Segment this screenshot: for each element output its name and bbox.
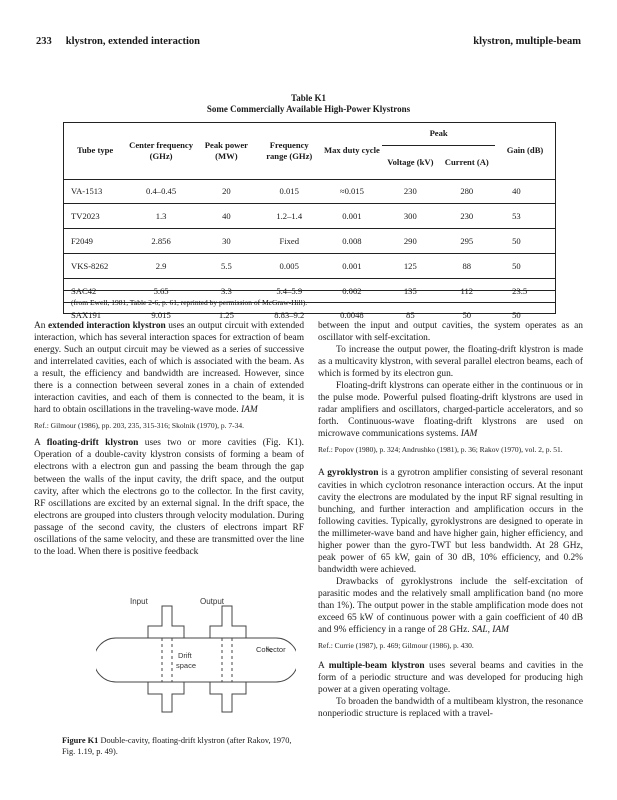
label-space: space [176,661,197,670]
cell-gain: 40 [495,179,555,204]
cell-tube: TV2023 [64,204,126,229]
th-max-duty: Max duty cycle [323,145,380,156]
label-input: Input [130,597,148,606]
cell-freq: 5.65 [126,278,196,303]
paragraph-drawbacks [318,576,583,636]
page-number: 233 [36,36,52,47]
cell-duty: 0.0048 [322,303,383,327]
paragraph-text: Drawbacks of gyroklystrons include the self-excitation of parasitic modes and the relatively small amplification band (no more than 1%). The output power in the stable amplification mode does not exceed 65 kW of continuous power with a gain coefficient of 40 dB and 9% efficiency in a range of 28 GHz. [318,576,583,636]
cell-gain: 53 [495,204,555,229]
table-row [64,179,555,204]
paragraph-text: Floating-drift klystrons can operate either in the continuous or in the pulse mode. Powerful pulsed floating-drift klystrons are used in radar amplifiers and oscillators, charged-particle accelerators, and so forth. Continuous-wave floating-drift klystrons are used on microwave communications systems. [318,381,583,440]
cell-tube: VA-1513 [64,179,126,204]
author-initials: IAM [240,405,258,416]
label-collector: Collector [256,645,286,654]
right-column [318,320,583,720]
left-column [34,320,304,558]
cell-power: 1.25 [196,303,257,327]
term-gyroklystron: gyroklystron [327,468,379,479]
cell-freq: 9.015 [126,303,196,327]
paragraph-gyroklystron [318,467,583,575]
table-note: (from Ewell, 1981, Table 2-6, p. 61, reprinted by permission of McGraw-Hill). [71,298,308,307]
cell-current: 230 [438,204,495,229]
output-cavity-top [210,606,246,638]
klystron-table [64,123,555,327]
paragraph-text: is a gyrotron amplifier consisting of several resonant cavities in which cyclotron resonance interaction occurs. At the input cavity the electrons are modulated by the input RF signal resulting in bunching, and further interaction and amplification occurs in the following cavities. Typically, gyroklystrons are designed to operate in the millimeter-wave band and have higher gain, higher efficiency, and higher power than the gyro-TWT but less bandwidth. At 28 GHz, peak power of 65 kW, gain of 30 dB, 10% efficiency, and 0.2% bandwidth were achieved. [318,468,583,575]
cell-tube: SAC42 [64,278,126,303]
klystron-diagram [96,596,296,724]
cell-gain: 50 [495,253,555,278]
reference: Ref.: Currie (1987), p. 469; Gilmour (1986), p. 430. [318,641,474,651]
reference-text: Ref.: Popov (1980), p. 324; Andrushko (1981), p. 36; Rakov (1970), vol. 2, p. 51. [318,445,563,455]
cell-voltage: 85 [382,303,438,327]
cell-range: 1.2–1.4 [257,204,322,229]
lead-word: A [318,468,325,479]
table-label: Table K1 [291,93,326,103]
cell-range: Fixed [257,229,322,254]
cell-power: 5.5 [196,253,257,278]
table-box [63,122,556,321]
figure-label: Figure K1 [62,736,99,745]
th-gain: Gain (dB) [506,145,544,156]
paragraph-continued: between the input and output cavities, the system operates as an oscillator with self-excitation. [318,321,583,344]
th-center-frequency: Center frequency (GHz) [129,139,194,161]
cell-freq: 1.3 [126,204,196,229]
table-row [64,253,555,278]
th-peak: Peak [382,123,495,145]
cell-duty: 0.002 [322,278,383,303]
th-tube-type: Tube type [77,145,114,156]
term-floating-drift-klystron: floating-drift klystron [46,438,139,449]
cell-voltage: 300 [382,204,438,229]
cell-gain: 50 [495,229,555,254]
input-cavity-top [148,606,184,638]
table-caption [0,93,617,115]
reference [318,445,583,455]
paragraph-multiple-beam [318,660,583,696]
cell-current: 112 [438,278,495,303]
header-right-title: klystron, multiple-beam [473,36,581,47]
label-drift: Drift [178,651,192,660]
lead-word: An [34,321,46,331]
reference: Ref.: Gilmour (1986), pp. 203, 235, 315-316; Skolnik (1970), p. 7-34. [34,421,244,431]
term-multiple-beam-klystron: multiple-beam klystron [328,661,425,672]
output-cavity-bottom [210,682,246,712]
cell-voltage: 135 [382,278,438,303]
table-row [64,204,555,229]
cell-range: 8.83–9.2 [257,303,322,327]
figure-caption-text: Double-cavity, floating-drift klystron (after Rakov, 1970, Fig. 1.19, p. 49). [62,736,292,756]
paragraph-floating-drift [34,437,304,557]
th-voltage: Voltage (kV) [387,156,434,167]
cell-duty: ≈0.015 [322,179,383,204]
cell-tube: VKS-8262 [64,253,126,278]
cell-voltage: 290 [382,229,438,254]
cell-current: 88 [438,253,495,278]
paragraph-text: uses several beams and cavities in the form of a periodic structure and was developed for producing high power at a given operating voltage. [318,661,584,696]
table-title: Some Commercially Available High-Power Klystrons [206,104,411,114]
cell-tube: SAX191 [64,303,126,327]
term-extended-interaction-klystron: extended interaction klystron [47,321,166,331]
cell-freq: 2.856 [126,229,196,254]
paragraph-text: uses an output circuit with extended interaction, which has several interaction spaces for extraction of beam energy. Such an output circuit may be viewed as a series of successive and interrelated cavities, each of which is associated with the beam. As a result, the efficiency and bandwidth are increased. However, since there is a connection between several zones in a chain of extended interaction cavities, and each of them is connected to the beam, it is hard to obtain oscillations in the traveling-wave mode. [34,321,305,416]
cell-freq: 2.9 [126,253,196,278]
cell-voltage: 125 [382,253,438,278]
cell-freq: 0.4–0.45 [126,179,196,204]
header-left [36,36,200,47]
cell-current: 280 [438,179,495,204]
paragraph-operation [318,380,583,440]
paragraph-text: uses two or more cavities (Fig. K1). Operation of a double-cavity klystron consists of forming a beam of electrons with a electron gun and passing the beam through the gap between the walls of the input cavity, the drift space, and the output cavity, after which the electrons go to the collector. In the first cavity, RF oscillations are excited by an external signal. In the drift space, the electrons are grouped into clusters through velocity modulation. During passage of the second cavity, the clusters of electrons impart RF oscillations of the same velocity, and these are transmitted over the line to the load. When there is positive feedback [34,438,305,557]
th-current: Current (A) [444,156,489,167]
cell-duty: 0.001 [322,253,383,278]
cell-power: 20 [196,179,257,204]
paragraph-multicavity: To increase the output power, the floating-drift klystron is made as a multicavity klystron, with several parallel electron beams, each of which is formed by its electron gun. [318,345,583,380]
cell-range: 5.4–5.9 [257,278,322,303]
th-frequency-range: Frequency range (GHz) [266,139,313,161]
author-initials: IAM [460,429,478,440]
cell-duty: 0.008 [322,229,383,254]
cell-power: 3.3 [196,278,257,303]
input-cavity-bottom [148,682,184,712]
running-header [36,36,581,50]
cell-gain: 23.5 [495,278,555,303]
cell-duty: 0.001 [322,204,383,229]
lead-word: A [318,661,325,672]
paragraph-extended-interaction [34,320,304,416]
cell-current: 50 [438,303,495,327]
paragraph-bandwidth: To broaden the bandwidth of a multibeam klystron, the resonance nonperiodic structure is replaced with a travel- [318,697,583,720]
cell-current: 295 [438,229,495,254]
cell-tube: F2049 [64,229,126,254]
cell-power: 30 [196,229,257,254]
table-row [64,229,555,254]
lead-word: A [34,438,41,449]
table-rule [64,290,555,291]
cell-voltage: 230 [382,179,438,204]
cell-range: 0.015 [257,179,322,204]
author-initials: SAL, IAM [471,625,509,636]
th-peak-power: Peak power (MW) [204,139,248,161]
header-left-title: klystron, extended interaction [65,36,201,47]
cell-power: 40 [196,204,257,229]
cell-gain: 50 [495,303,555,327]
figure-caption [62,735,302,757]
cell-range: 0.005 [257,253,322,278]
label-output: Output [200,597,225,606]
